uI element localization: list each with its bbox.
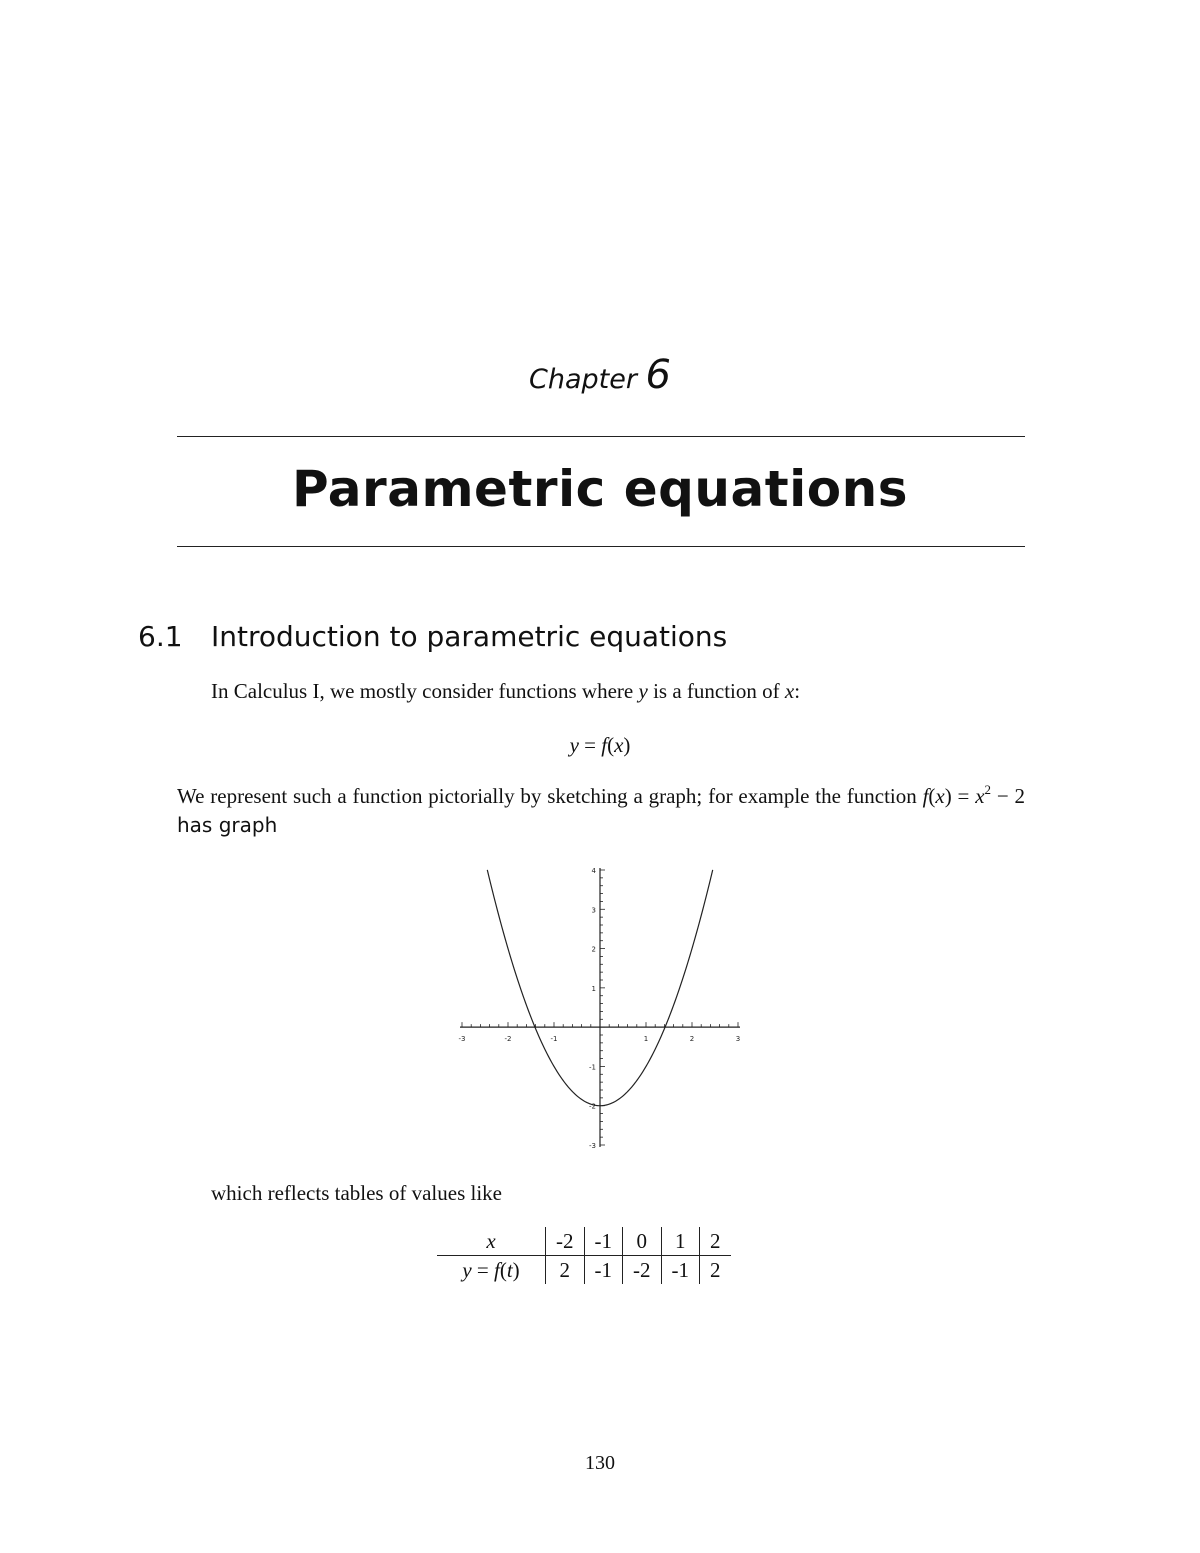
table-cell: 0 xyxy=(623,1227,662,1256)
table-cell: -1 xyxy=(584,1256,623,1285)
graph-tick-labels xyxy=(459,867,741,1150)
paragraph-intro-text-a: In Calculus I, we mostly consider functions where xyxy=(211,679,639,703)
table-row-x xyxy=(437,1227,731,1256)
paragraph-intro xyxy=(211,677,1031,706)
x-tick-label: -3 xyxy=(458,1035,466,1044)
inline-minus-two: − 2 xyxy=(991,784,1026,808)
chapter-title: Parametric equations xyxy=(292,460,908,518)
x-tick-label: -1 xyxy=(550,1035,558,1044)
x-tick-label: 3 xyxy=(735,1035,741,1044)
table-header-x xyxy=(437,1227,546,1256)
paragraph-table-intro: which reflects tables of values like xyxy=(211,1181,502,1205)
y-tick-label: -2 xyxy=(589,1102,596,1111)
math-var-x: x xyxy=(784,679,795,703)
table-cell: 1 xyxy=(661,1227,700,1256)
inline-x-squared-base: x xyxy=(975,784,985,808)
paragraph-intro-text-c: : xyxy=(794,679,801,703)
chapter-label xyxy=(0,352,1200,398)
x-tick-label: 1 xyxy=(643,1035,649,1044)
inline-f: f xyxy=(922,784,929,808)
table-y-open: ( xyxy=(499,1258,507,1282)
y-tick-label: 2 xyxy=(591,945,596,954)
eq-close-paren: ) xyxy=(623,733,631,757)
inline-open: ( xyxy=(928,784,936,808)
display-equation xyxy=(0,733,1200,758)
table-cell: -2 xyxy=(546,1227,585,1256)
table-row-y xyxy=(437,1256,731,1285)
y-tick-label: -3 xyxy=(589,1142,596,1150)
chapter-rule-bottom xyxy=(177,546,1025,547)
table-cell: 2 xyxy=(700,1256,731,1285)
section-heading xyxy=(138,620,727,653)
eq-f: f xyxy=(601,733,608,757)
table-cell: 2 xyxy=(700,1227,731,1256)
table-cell: -1 xyxy=(584,1227,623,1256)
table-cell: 2 xyxy=(546,1256,585,1285)
y-tick-label: -1 xyxy=(589,1063,596,1072)
y-tick-label: 1 xyxy=(591,984,596,993)
paragraph-intro-text-b: is a function of xyxy=(647,679,785,703)
paragraph-graph-text-b: has graph xyxy=(177,813,278,837)
paragraph-graph-text-a: We represent such a function pictorially by sketching a graph; for example the function xyxy=(177,784,923,808)
eq-equals: = xyxy=(578,733,602,757)
section-title: Introduction to parametric equations xyxy=(211,620,728,653)
paragraph-graph-intro xyxy=(177,782,1025,840)
table-x-label: x xyxy=(486,1229,496,1253)
table-cell: -2 xyxy=(623,1256,662,1285)
y-tick-label: 4 xyxy=(591,867,596,875)
values-table xyxy=(437,1227,731,1284)
table-y-close: ) xyxy=(512,1258,520,1282)
inline-x: x xyxy=(935,784,945,808)
inline-equals: = xyxy=(951,784,976,808)
section-number: 6.1 xyxy=(138,620,183,653)
table-cell: -1 xyxy=(661,1256,700,1285)
table-y-var: y xyxy=(462,1258,472,1282)
chapter-word: Chapter xyxy=(529,364,637,395)
eq-lhs: y xyxy=(569,733,579,757)
inline-exponent: 2 xyxy=(984,782,992,797)
x-tick-label: 2 xyxy=(689,1035,695,1044)
x-tick-label: -2 xyxy=(504,1035,512,1044)
inline-close: ) xyxy=(944,784,952,808)
page-number: 130 xyxy=(585,1452,615,1474)
table-y-f: f xyxy=(493,1258,500,1282)
table-y-t: t xyxy=(506,1258,513,1282)
eq-x: x xyxy=(614,733,624,757)
parabola-graph xyxy=(450,860,750,1160)
table-header-y xyxy=(437,1256,546,1285)
chapter-number: 6 xyxy=(645,352,671,398)
y-tick-label: 3 xyxy=(591,906,596,915)
table-y-equals: = xyxy=(471,1258,494,1282)
eq-open-paren: ( xyxy=(607,733,615,757)
math-var-y: y xyxy=(638,679,648,703)
chapter-rule-top xyxy=(177,436,1025,437)
